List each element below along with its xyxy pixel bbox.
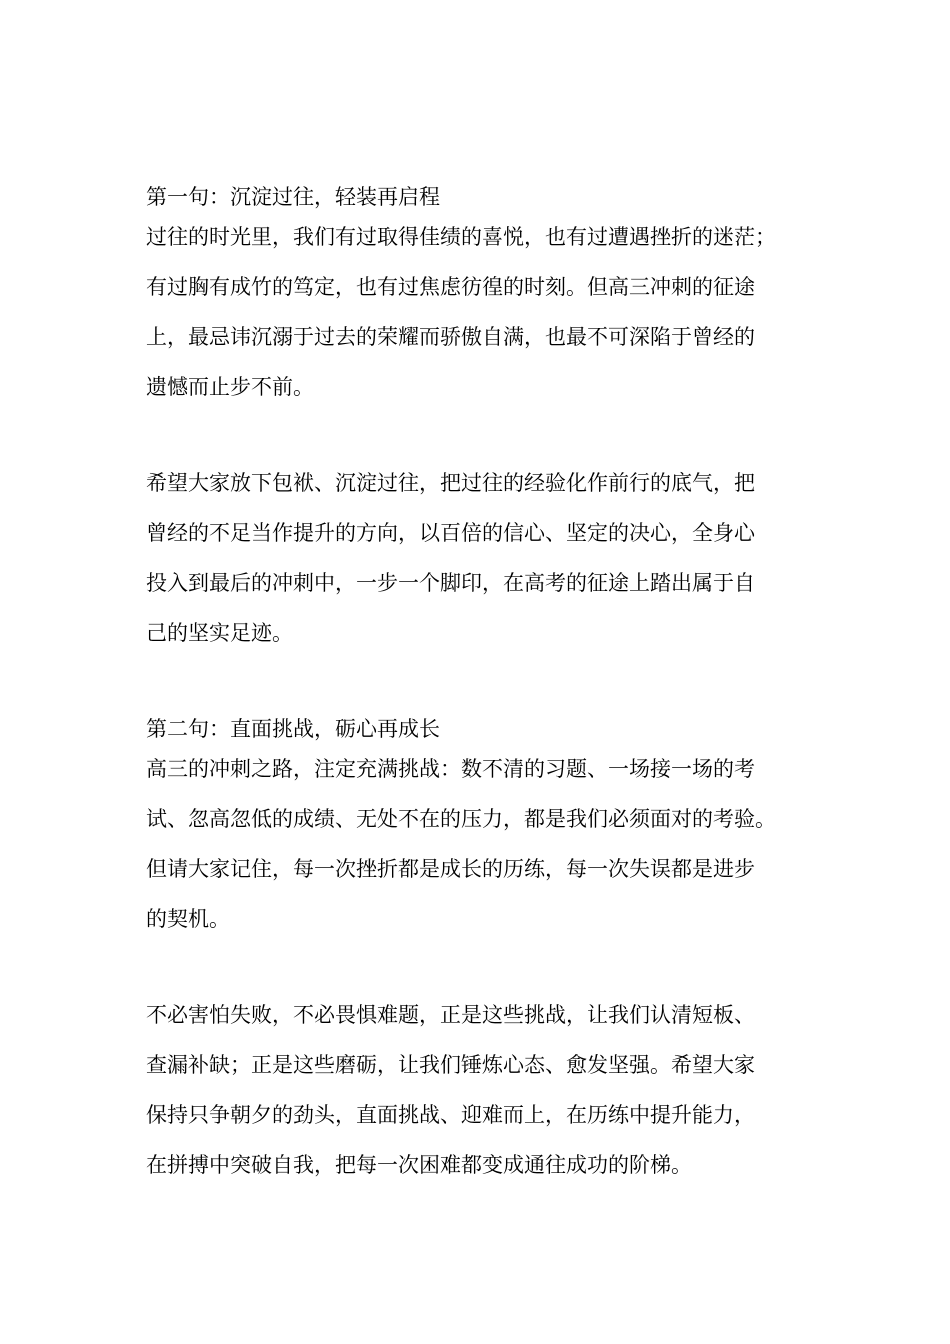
text-line: 过往的时光里，我们有过取得佳绩的喜悦，也有过遭遇挫折的迷茫； (146, 225, 776, 249)
text-line: 但请大家记住，每一次挫折都是成长的历练，每一次失误都是进步 (146, 857, 755, 881)
section-heading-2: 第二句：直面挑战，砺心再成长 (146, 717, 440, 741)
text-line: 的契机。 (146, 907, 230, 931)
text-line: 曾经的不足当作提升的方向，以百倍的信心、坚定的决心，全身心 (146, 521, 755, 545)
paragraph-1-1 (146, 224, 818, 422)
text-line: 保持只争朝夕的劲头，直面挑战、迎难而上，在历练中提升能力， (146, 1103, 755, 1127)
text-line: 有过胸有成竹的笃定，也有过焦虑彷徨的时刻。但高三冲刺的征途 (146, 275, 755, 299)
paragraph-gap (146, 954, 818, 1002)
text-line: 查漏补缺；正是这些磨砺，让我们锤炼心态、愈发坚强。希望大家 (146, 1053, 755, 1077)
text-line: 遗憾而止步不前。 (146, 375, 314, 399)
text-line: 上，最忌讳沉溺于过去的荣耀而骄傲自满，也最不可深陷于曾经的 (146, 325, 755, 349)
text-line: 己的坚实足迹。 (146, 621, 293, 645)
paragraph-2-2 (146, 1002, 818, 1200)
text-line: 投入到最后的冲刺中，一步一个脚印，在高考的征途上踏出属于自 (146, 571, 755, 595)
paragraph-2-1 (146, 756, 818, 954)
paragraph-gap (146, 422, 818, 470)
paragraph-gap (146, 668, 818, 716)
section-heading-1: 第一句：沉淀过往，轻装再启程 (146, 185, 440, 209)
text-line: 希望大家放下包袱、沉淀过往，把过往的经验化作前行的底气，把 (146, 471, 755, 495)
text-line: 在拼搏中突破自我，把每一次困难都变成通往成功的阶梯。 (146, 1153, 692, 1177)
text-line: 高三的冲刺之路，注定充满挑战：数不清的习题、一场接一场的考 (146, 757, 755, 781)
document-body (146, 184, 818, 1200)
paragraph-1-2 (146, 470, 818, 668)
text-line: 试、忽高忽低的成绩、无处不在的压力，都是我们必须面对的考验。 (146, 807, 776, 831)
text-line: 不必害怕失败，不必畏惧难题，正是这些挑战，让我们认清短板、 (146, 1003, 755, 1027)
